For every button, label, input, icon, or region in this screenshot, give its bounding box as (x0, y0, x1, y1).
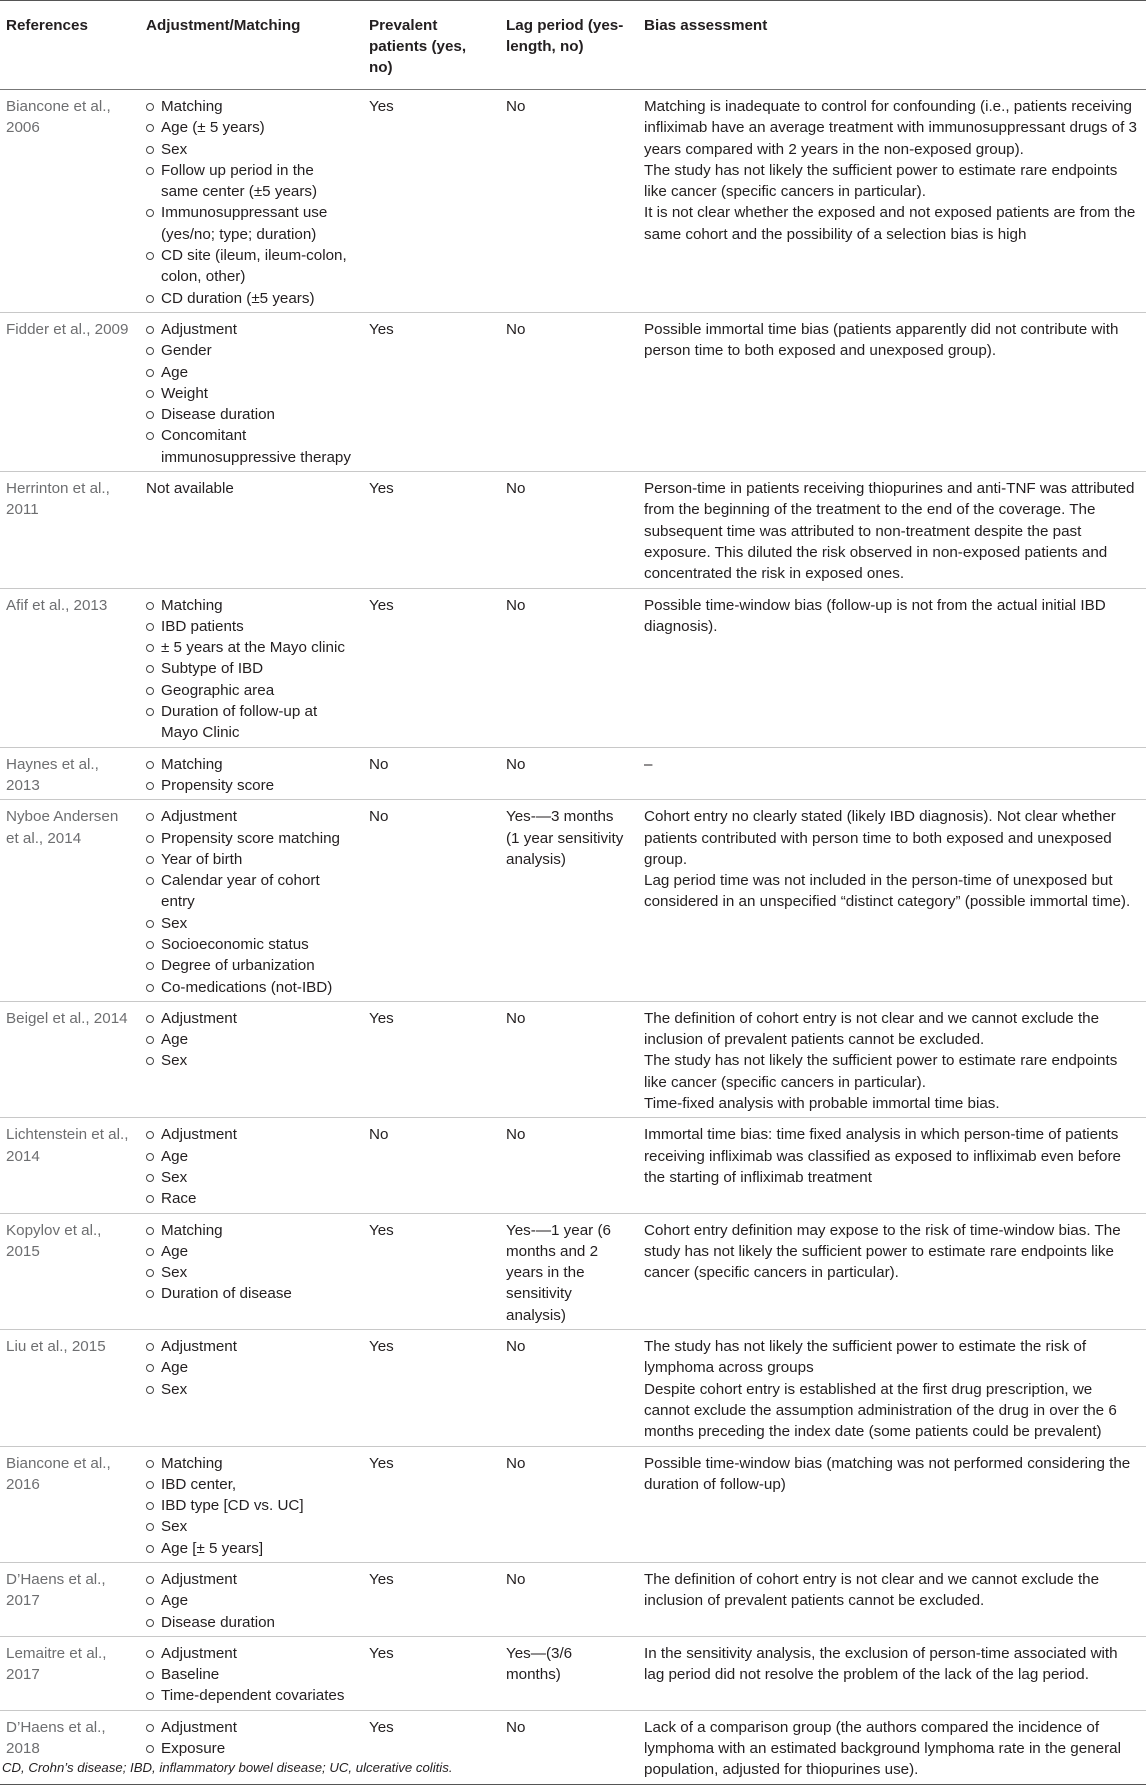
adjustment-list (146, 1717, 355, 1760)
adjustment-list-item (146, 595, 355, 616)
circle-bullet-icon (146, 103, 154, 111)
adjustment-list-item (146, 319, 355, 340)
bias-assessment-cell (638, 1563, 1146, 1637)
bias-paragraph: It is not clear whether the exposed and not exposed patients are from the same cohort and the possibility of a selection bias is high (644, 204, 1136, 243)
circle-bullet-icon (146, 1248, 154, 1256)
adjustment-item-text: Age (161, 363, 189, 381)
adjustment-item-text: Exposure (161, 1740, 226, 1758)
adjustment-list-item (146, 637, 355, 658)
adjustment-item-text: Adjustment (161, 1338, 237, 1356)
lag-period-cell: Yes-—1 year (6 months and 2 years in the sensitivity analysis) (500, 1213, 638, 1329)
bias-paragraph: In the sensitivity analysis, the exclusion of person-time associated with lag period did not resolve the problem of the lack of the lag period. (644, 1644, 1118, 1684)
adjustment-list-item (146, 775, 355, 796)
circle-bullet-icon (146, 1386, 154, 1394)
reference-cell: Lichtenstein et al., 2014 (0, 1118, 140, 1213)
circle-bullet-icon (146, 687, 154, 695)
circle-bullet-icon (146, 1036, 154, 1044)
prevalent-cell: No (363, 800, 500, 1002)
adjustment-cell (140, 588, 363, 747)
table-row (0, 312, 1146, 471)
adjustment-item-text: Sex (161, 914, 188, 932)
adjustment-list-item (146, 1188, 355, 1209)
adjustment-list-item (146, 1008, 355, 1029)
circle-bullet-icon (146, 1502, 154, 1510)
adjustment-item-text: Year of birth (161, 850, 243, 868)
circle-bullet-icon (146, 835, 154, 843)
circle-bullet-icon (146, 347, 154, 355)
circle-bullet-icon (146, 326, 154, 334)
adjustment-item-text: IBD patients (161, 617, 244, 635)
adjustment-cell (140, 800, 363, 1002)
adjustment-item-text: Sex (161, 1264, 188, 1282)
adjustment-item-text: Adjustment (161, 1126, 237, 1144)
adjustment-list-item (146, 1569, 355, 1590)
circle-bullet-icon (146, 813, 154, 821)
adjustment-list-item (146, 404, 355, 425)
lag-period-cell: No (500, 312, 638, 471)
lag-period-cell: Yes-—3 months (1 year sensitivity analysis) (500, 800, 638, 1002)
header-adjustment-matching: Adjustment/Matching (140, 1, 363, 90)
adjustment-list-item (146, 1336, 355, 1357)
adjustment-list-item (146, 1220, 355, 1241)
bias-paragraph: Despite cohort entry is established at the first drug prescription, we cannot exclude the assumption administration of the drug in over the 6 months preceding the index date (some patients could be prevalent) (644, 1380, 1117, 1441)
table-row (0, 588, 1146, 747)
circle-bullet-icon (146, 1576, 154, 1584)
lag-period-cell: Yes—(3/6 months) (500, 1636, 638, 1710)
prevalent-cell: Yes (363, 1446, 500, 1562)
adjustment-item-text: Matching (161, 98, 223, 115)
bias-paragraph: The study has not likely the sufficient power to estimate the risk of lymphoma across groups (644, 1338, 1087, 1377)
header-bias-assessment: Bias assessment (638, 1, 1146, 90)
adjustment-list-item (146, 1495, 355, 1516)
adjustment-item-text: Weight (161, 384, 208, 402)
table-row (0, 90, 1146, 313)
bias-assessment-cell (638, 90, 1146, 313)
prevalent-cell: No (363, 747, 500, 800)
bias-paragraph: – (644, 755, 653, 773)
adjustment-list (146, 1453, 355, 1559)
lag-period-cell: No (500, 1001, 638, 1117)
adjustment-item-text: Immunosuppressant use (yes/no; type; duration) (161, 204, 328, 243)
adjustment-list (146, 1124, 355, 1209)
circle-bullet-icon (146, 369, 154, 377)
adjustment-list-item (146, 425, 355, 468)
bias-assessment-cell (638, 588, 1146, 747)
adjustment-item-text: Propensity score matching (161, 829, 340, 847)
bias-paragraph: The study has not likely the sufficient power to estimate rare endpoints like cancer (specific cancers in particular). (644, 161, 1118, 201)
adjustment-item-text: Age (161, 1359, 189, 1377)
adjustment-cell (140, 1001, 363, 1117)
bias-paragraph: Possible time-window bias (matching was not performed considering the duration of follow-up) (644, 1454, 1131, 1493)
circle-bullet-icon (146, 856, 154, 864)
adjustment-cell (140, 1118, 363, 1213)
adjustment-cell (140, 90, 363, 313)
adjustment-list-item (146, 1643, 355, 1664)
circle-bullet-icon (146, 708, 154, 716)
bias-paragraph: Time-fixed analysis with probable immortal time bias. (644, 1095, 1000, 1113)
adjustment-list-item (146, 1241, 355, 1262)
adjustment-item-text: Matching (161, 596, 223, 614)
adjustment-item-text: Disease duration (161, 1613, 275, 1631)
prevalent-cell: Yes (363, 1213, 500, 1329)
bias-paragraph: Lack of a comparison group (the authors compared the incidence of lymphoma with an estimated background lymphoma rate in the general population, adjusted for thiopurines use). (644, 1718, 1121, 1779)
adjustment-item-text: Geographic area (161, 681, 275, 699)
prevalent-cell: Yes (363, 1330, 500, 1446)
adjustment-list-item (146, 828, 355, 849)
adjustment-item-text: Adjustment (161, 1571, 237, 1588)
adjustment-item-text: Matching (161, 1454, 223, 1472)
circle-bullet-icon (146, 1545, 154, 1553)
circle-bullet-icon (146, 295, 154, 303)
table-row (0, 1563, 1146, 1637)
adjustment-cell (140, 1213, 363, 1329)
circle-bullet-icon (146, 1650, 154, 1658)
adjustment-list-item (146, 245, 355, 288)
adjustment-cell (140, 747, 363, 800)
prevalent-cell: Yes (363, 90, 500, 313)
adjustment-item-text: Adjustment (161, 320, 237, 338)
adjustment-item-text: Age (± 5 years) (161, 119, 265, 137)
bias-paragraph: Cohort entry no clearly stated (likely IBD diagnosis). Not clear whether patients contributed with person time to both exposed and unexposed group. (644, 808, 1116, 868)
bias-assessment-cell (638, 1710, 1146, 1784)
circle-bullet-icon (146, 1460, 154, 1468)
adjustment-item-text: Adjustment (161, 1644, 237, 1662)
adjustment-text: Not available (146, 480, 234, 498)
adjustment-cell (140, 1636, 363, 1710)
bias-paragraph: The study has not likely the sufficient power to estimate rare endpoints like cancer (specific cancers in particular). (644, 1052, 1118, 1091)
adjustment-list-item (146, 1717, 355, 1738)
table-row (0, 1636, 1146, 1710)
adjustment-list-item (146, 160, 355, 203)
circle-bullet-icon (146, 411, 154, 419)
circle-bullet-icon (146, 167, 154, 175)
reference-cell: D’Haens et al., 2017 (0, 1563, 140, 1637)
adjustment-item-text: Degree of urbanization (161, 957, 315, 975)
adjustment-list-item (146, 754, 355, 775)
adjustment-list-item (146, 139, 355, 160)
circle-bullet-icon (146, 124, 154, 132)
table-row (0, 1330, 1146, 1446)
adjustment-list (146, 319, 355, 468)
adjustment-list-item (146, 1379, 355, 1400)
reference-cell: Liu et al., 2015 (0, 1330, 140, 1446)
circle-bullet-icon (146, 1671, 154, 1679)
adjustment-item-text: Concomitant immunosuppressive therapy (161, 427, 351, 466)
circle-bullet-icon (146, 1343, 154, 1351)
adjustment-item-text: Sex (161, 1380, 188, 1398)
circle-bullet-icon (146, 962, 154, 970)
adjustment-item-text: Calendar year of cohort entry (161, 872, 320, 911)
adjustment-list-item (146, 934, 355, 955)
adjustment-item-text: Baseline (161, 1666, 220, 1684)
reference-cell: Biancone et al., 2006 (0, 90, 140, 313)
bias-assessment-cell (638, 747, 1146, 800)
adjustment-list-item (146, 1453, 355, 1474)
header-references: References (0, 1, 140, 90)
circle-bullet-icon (146, 390, 154, 398)
adjustment-item-text: CD duration (±5 years) (161, 289, 315, 307)
adjustment-cell (140, 1330, 363, 1446)
adjustment-list-item (146, 1357, 355, 1378)
adjustment-item-text: Sex (161, 140, 188, 158)
prevalent-cell: Yes (363, 1710, 500, 1784)
bias-assessment-cell (638, 1001, 1146, 1117)
adjustment-list-item (146, 362, 355, 383)
header-lag-period: Lag period (yes-length, no) (500, 1, 638, 90)
adjustment-list-item (146, 1612, 355, 1633)
adjustment-list (146, 1569, 355, 1633)
reference-cell: Fidder et al., 2009 (0, 312, 140, 471)
bias-assessment-cell (638, 1636, 1146, 1710)
adjustment-item-text: Duration of follow-up at Mayo Clinic (161, 703, 318, 742)
adjustment-item-text: ± 5 years at the Mayo clinic (161, 639, 345, 657)
adjustment-list-item (146, 870, 355, 913)
adjustment-list-item (146, 340, 355, 361)
bias-paragraph: Possible immortal time bias (patients apparently did not contribute with person time to both exposed and unexposed group). (644, 320, 1119, 360)
adjustment-list-item (146, 658, 355, 679)
adjustment-list-item (146, 1516, 355, 1537)
circle-bullet-icon (146, 1619, 154, 1627)
adjustment-list-item (146, 955, 355, 976)
adjustment-list-item (146, 117, 355, 138)
adjustment-item-text: CD site (ileum, ileum-colon, colon, other) (161, 247, 347, 286)
adjustment-item-text: Sex (161, 1052, 188, 1070)
adjustment-item-text: Propensity score (161, 776, 275, 794)
bias-paragraph: Immortal time bias: time fixed analysis in which person-time of patients receiving infliximab was classified as exposed to infliximab even before the starting of infliximab treatment (644, 1126, 1121, 1186)
adjustment-item-text: Gender (161, 342, 212, 360)
lag-period-cell: No (500, 1118, 638, 1213)
table-row (0, 1213, 1146, 1329)
adjustment-list (146, 1008, 355, 1072)
table-row (0, 1001, 1146, 1117)
lag-period-cell: No (500, 747, 638, 800)
adjustment-list (146, 806, 355, 998)
circle-bullet-icon (146, 252, 154, 260)
adjustment-item-text: Matching (161, 755, 223, 773)
circle-bullet-icon (146, 1131, 154, 1139)
adjustment-item-text: Age (161, 1592, 189, 1610)
table-row (0, 800, 1146, 1002)
bias-paragraph: Cohort entry definition may expose to the risk of time-window bias. The study has not likely the sufficient power to estimate rare endpoints like cancer (specific cancers in particular). (644, 1221, 1121, 1282)
table-row (0, 1446, 1146, 1562)
circle-bullet-icon (146, 1290, 154, 1298)
adjustment-list-item (146, 383, 355, 404)
circle-bullet-icon (146, 1057, 154, 1065)
adjustment-list-item (146, 1590, 355, 1611)
bias-paragraph: The definition of cohort entry is not clear and we cannot exclude the inclusion of prevalent patients cannot be excluded. (644, 1571, 1100, 1610)
prevalent-cell: Yes (363, 472, 500, 588)
reference-cell: Kopylov et al., 2015 (0, 1213, 140, 1329)
circle-bullet-icon (146, 146, 154, 154)
header-prevalent-patients: Prevalent patients (yes, no) (363, 1, 500, 90)
reference-cell: Afif et al., 2013 (0, 588, 140, 747)
adjustment-item-text: Sex (161, 1518, 188, 1536)
adjustment-item-text: Race (161, 1190, 197, 1208)
bias-assessment-cell (638, 472, 1146, 588)
adjustment-item-text: Duration of disease (161, 1285, 292, 1303)
adjustment-cell (140, 312, 363, 471)
reference-cell: Nyboe Andersen et al., 2014 (0, 800, 140, 1002)
circle-bullet-icon (146, 984, 154, 992)
adjustment-item-text: Co-medications (not-IBD) (161, 978, 333, 996)
adjustment-list-item (146, 1685, 355, 1706)
bias-assessment-cell (638, 1118, 1146, 1213)
adjustment-item-text: Disease duration (161, 406, 275, 424)
adjustment-cell (140, 1446, 363, 1562)
bias-assessment-cell (638, 1446, 1146, 1562)
circle-bullet-icon (146, 1153, 154, 1161)
bias-paragraph: Possible time-window bias (follow-up is not from the actual initial IBD diagnosis). (644, 596, 1106, 635)
reference-cell: D’Haens et al., 2018 (0, 1710, 140, 1784)
lag-period-cell: No (500, 90, 638, 313)
bias-assessment-cell (638, 312, 1146, 471)
adjustment-item-text: Subtype of IBD (161, 660, 264, 678)
adjustment-item-text: Socioeconomic status (161, 935, 309, 953)
reference-cell: Herrinton et al., 2011 (0, 472, 140, 588)
adjustment-list-item (146, 1124, 355, 1145)
table-body (0, 90, 1146, 1785)
adjustment-list-item (146, 202, 355, 245)
circle-bullet-icon (146, 1724, 154, 1732)
adjustment-item-text: Adjustment (161, 1718, 237, 1736)
prevalent-cell: Yes (363, 1001, 500, 1117)
bias-assessment-cell (638, 800, 1146, 1002)
adjustment-list-item (146, 1029, 355, 1050)
adjustment-list (146, 1336, 355, 1400)
adjustment-list (146, 595, 355, 744)
bias-assessment-cell (638, 1330, 1146, 1446)
bias-paragraph: Matching is inadequate to control for confounding (i.e., patients receiving infliximab have an average treatment with immunosuppressant drugs of 3 years compared with 2 years in the non-exposed group). (644, 98, 1138, 158)
circle-bullet-icon (146, 1227, 154, 1235)
lag-period-cell: No (500, 1446, 638, 1562)
adjustment-list-item (146, 701, 355, 744)
bias-paragraph: Lag period time was not included in the person-time of unexposed but considered in an unspecified “distinct category” (possible immortal time). (644, 872, 1131, 911)
adjustment-item-text: Matching (161, 1221, 223, 1239)
adjustment-list-item (146, 1146, 355, 1167)
circle-bullet-icon (146, 761, 154, 769)
adjustment-list (146, 1220, 355, 1305)
adjustment-list-item (146, 1538, 355, 1559)
prevalent-cell: Yes (363, 588, 500, 747)
circle-bullet-icon (146, 665, 154, 673)
circle-bullet-icon (146, 1269, 154, 1277)
prevalent-cell: Yes (363, 312, 500, 471)
bias-paragraph: The definition of cohort entry is not clear and we cannot exclude the inclusion of prevalent patients cannot be excluded. (644, 1009, 1100, 1049)
adjustment-cell (140, 472, 363, 588)
circle-bullet-icon (146, 623, 154, 631)
circle-bullet-icon (146, 1481, 154, 1489)
adjustment-item-text: Time-dependent covariates (161, 1687, 345, 1705)
adjustment-item-text: Age (161, 1031, 189, 1049)
lag-period-cell: No (500, 588, 638, 747)
circle-bullet-icon (146, 877, 154, 885)
adjustment-list-item (146, 1283, 355, 1304)
table-footnote: CD, Crohn’s disease; IBD, inflammatory bowel disease; UC, ulcerative colitis. (2, 1760, 453, 1775)
adjustment-cell (140, 1563, 363, 1637)
circle-bullet-icon (146, 209, 154, 217)
lag-period-cell: No (500, 1330, 638, 1446)
lag-period-cell: No (500, 1710, 638, 1784)
reference-cell: Beigel et al., 2014 (0, 1001, 140, 1117)
circle-bullet-icon (146, 1523, 154, 1531)
circle-bullet-icon (146, 1174, 154, 1182)
reference-cell: Biancone et al., 2016 (0, 1446, 140, 1562)
adjustment-list-item (146, 1050, 355, 1071)
adjustment-list-item (146, 1474, 355, 1495)
circle-bullet-icon (146, 1597, 154, 1605)
adjustment-item-text: Adjustment (161, 808, 237, 826)
adjustment-item-text: IBD type [CD vs. UC] (161, 1497, 304, 1515)
lag-period-cell: No (500, 1563, 638, 1637)
adjustment-item-text: Age (161, 1242, 189, 1260)
adjustment-list (146, 754, 355, 797)
adjustment-list (146, 1643, 355, 1707)
circle-bullet-icon (146, 602, 154, 610)
adjustment-list (146, 96, 355, 309)
adjustment-list-item (146, 849, 355, 870)
adjustment-item-text: Age (161, 1147, 189, 1165)
reference-cell: Lemaitre et al., 2017 (0, 1636, 140, 1710)
reference-cell: Haynes et al., 2013 (0, 747, 140, 800)
circle-bullet-icon (146, 644, 154, 652)
adjustment-list-item (146, 616, 355, 637)
circle-bullet-icon (146, 1692, 154, 1700)
circle-bullet-icon (146, 782, 154, 790)
adjustment-list-item (146, 1262, 355, 1283)
adjustment-list-item (146, 1664, 355, 1685)
adjustment-list-item (146, 977, 355, 998)
bias-paragraph: Person-time in patients receiving thiopurines and anti-TNF was attributed from the beginning of the treatment to the end of the coverage. The subsequent time was attributed to non-treatment despite the past exposure. This diluted the risk observed in non-exposed patients and concentrated the risk in exposed ones. (644, 480, 1135, 583)
adjustment-item-text: Sex (161, 1168, 188, 1186)
circle-bullet-icon (146, 1364, 154, 1372)
table-row (0, 747, 1146, 800)
circle-bullet-icon (146, 1195, 154, 1203)
adjustment-list-item (146, 680, 355, 701)
adjustment-list-item (146, 288, 355, 309)
adjustment-list-item (146, 96, 355, 117)
adjustment-item-text: Adjustment (161, 1009, 237, 1027)
table-row (0, 472, 1146, 588)
circle-bullet-icon (146, 1015, 154, 1023)
adjustment-list-item (146, 806, 355, 827)
adjustment-list-item (146, 1738, 355, 1759)
circle-bullet-icon (146, 920, 154, 928)
circle-bullet-icon (146, 1745, 154, 1753)
bias-assessment-cell (638, 1213, 1146, 1329)
prevalent-cell: No (363, 1118, 500, 1213)
prevalent-cell: Yes (363, 1563, 500, 1637)
adjustment-item-text: IBD center, (161, 1475, 237, 1493)
adjustment-list-item (146, 913, 355, 934)
adjustment-list-item (146, 1167, 355, 1188)
adjustment-item-text: Follow up period in the same center (±5 years) (161, 161, 318, 201)
lag-period-cell: No (500, 472, 638, 588)
circle-bullet-icon (146, 432, 154, 440)
table-header-row (0, 1, 1146, 90)
table-row (0, 1118, 1146, 1213)
circle-bullet-icon (146, 941, 154, 949)
adjustment-item-text: Age [± 5 years] (161, 1539, 264, 1557)
prevalent-cell: Yes (363, 1636, 500, 1710)
